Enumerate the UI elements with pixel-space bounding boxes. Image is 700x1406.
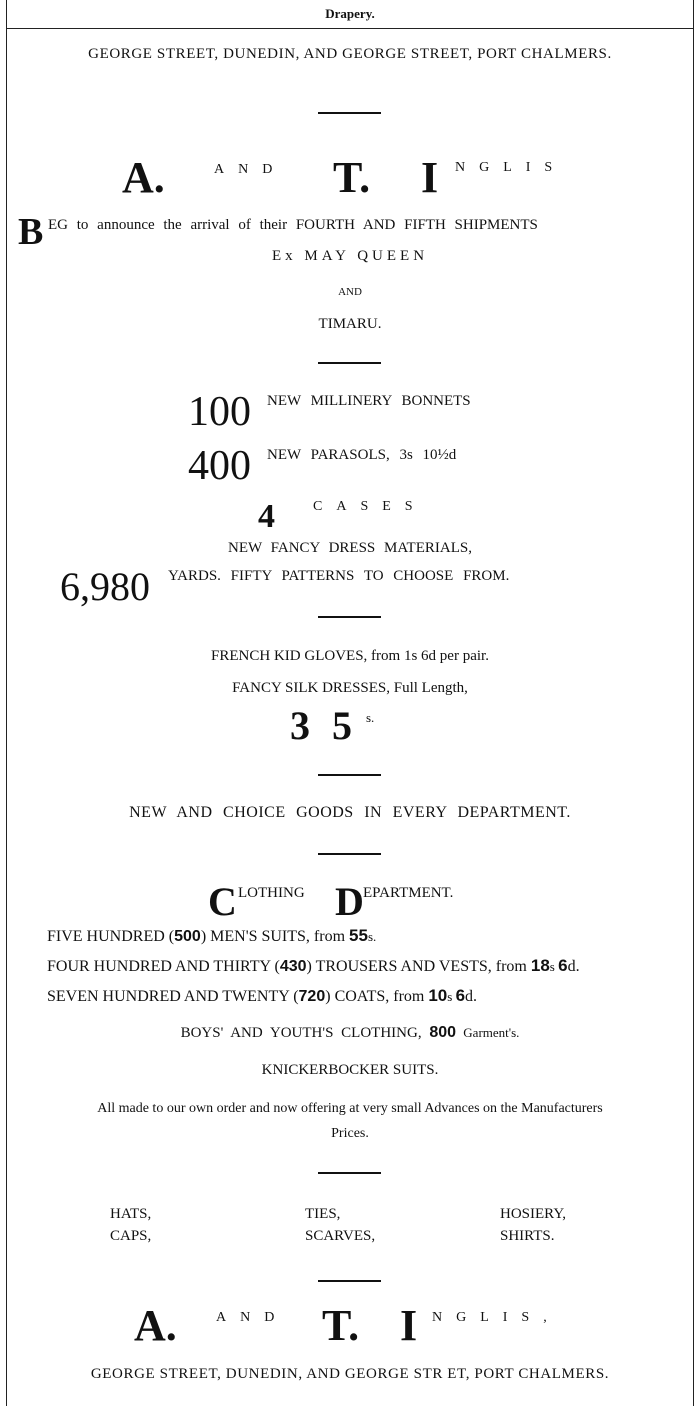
men-suits-line: FIVE HUNDRED (500) MEN'S SUITS, from 55s. [47, 926, 377, 945]
trousers-line: FOUR HUNDRED AND THIRTY (430) TROUSERS AND VESTS, from 18s 6d. [47, 956, 580, 975]
yards-text: YARDS. FIFTY PATTERNS TO CHOOSE FROM. [168, 568, 510, 584]
header-rule [6, 28, 694, 29]
dress-materials: NEW FANCY DRESS MATERIALS, [228, 540, 472, 556]
divider [318, 362, 381, 364]
timaru: TIMARU. [318, 316, 382, 332]
silk-text: FANCY SILK DRESSES, Full Length, [232, 680, 468, 696]
divider [318, 112, 381, 114]
address-top: GEORGE STREET, DUNEDIN, AND GEORGE STREET, PORT CHALMERS. [88, 46, 612, 62]
gloves-text: FRENCH KID GLOVES, from 1s 6d per pair. [211, 648, 489, 664]
note-line-1: All made to our own order and now offering at very small Advances on the Manufacturers [97, 1101, 603, 1116]
section-header: Drapery. [325, 6, 375, 21]
item-shirts: SHIRTS. [500, 1228, 555, 1244]
drop-cap-d: D [335, 879, 364, 924]
item-scarves: SCARVES, [305, 1228, 376, 1244]
parasols-count: 400 [188, 443, 251, 489]
coats-line: SEVEN HUNDRED AND TWENTY (720) COATS, from 10s 6d. [47, 986, 478, 1005]
item-hats: HATS, [110, 1206, 152, 1222]
item-hosiery: HOSIERY, [500, 1206, 566, 1222]
firm-and-bottom: AND [216, 1310, 289, 1325]
divider [318, 853, 381, 855]
silk-price: 3 5 [290, 703, 358, 748]
and-text: AND [338, 286, 362, 298]
ship-name: Ex MAY QUEEN [271, 248, 429, 264]
lothing-text: LOTHING [238, 885, 305, 901]
firm-initial-a: A. [122, 153, 165, 202]
firm-initial-i: I [421, 153, 439, 202]
cases-count: 4 [258, 498, 275, 535]
knickerbocker-line: KNICKERBOCKER SUITS. [261, 1062, 439, 1078]
bonnets-text: NEW MILLINERY BONNETS [267, 393, 471, 409]
bonnets-count: 100 [188, 389, 251, 435]
firm-initial-t-bottom: T. [322, 1301, 360, 1350]
item-ties: TIES, [305, 1206, 341, 1222]
choice-text: NEW AND CHOICE GOODS IN EVERY DEPARTMENT. [129, 804, 571, 821]
firm-initial-a-bottom: A. [134, 1301, 177, 1350]
parasols-text: NEW PARASOLS, 3s 10½d [267, 447, 457, 463]
firm-initial-i-bottom: I [400, 1301, 418, 1350]
address-bottom: GEORGE STREET, DUNEDIN, AND GEORGE STR ET, PORT CHALMERS. [90, 1366, 610, 1382]
firm-nglis: NGLIS [455, 160, 567, 175]
drop-cap-c: C [208, 879, 237, 924]
item-caps: CAPS, [110, 1228, 152, 1244]
firm-and: AND [214, 162, 287, 177]
intro-line: EG to announce the arrival of their FOURTH AND FIFTH SHIPMENTS [48, 217, 538, 233]
divider [318, 1172, 381, 1174]
drop-cap-b: B [18, 211, 44, 253]
yards-count: 6,980 [60, 564, 150, 609]
firm-nglis-bottom: NGLIS, [432, 1310, 561, 1325]
divider [318, 1280, 381, 1282]
cases-text: CASES [313, 499, 427, 514]
note-line-2: Prices. [331, 1126, 369, 1141]
divider [318, 774, 381, 776]
divider [318, 616, 381, 618]
silk-unit: s. [366, 710, 375, 725]
boys-line: BOYS' AND YOUTH'S CLOTHING, 800 Garment's. [180, 1024, 520, 1041]
firm-initial-t: T. [333, 153, 371, 202]
epartment-text: EPARTMENT. [363, 885, 454, 901]
